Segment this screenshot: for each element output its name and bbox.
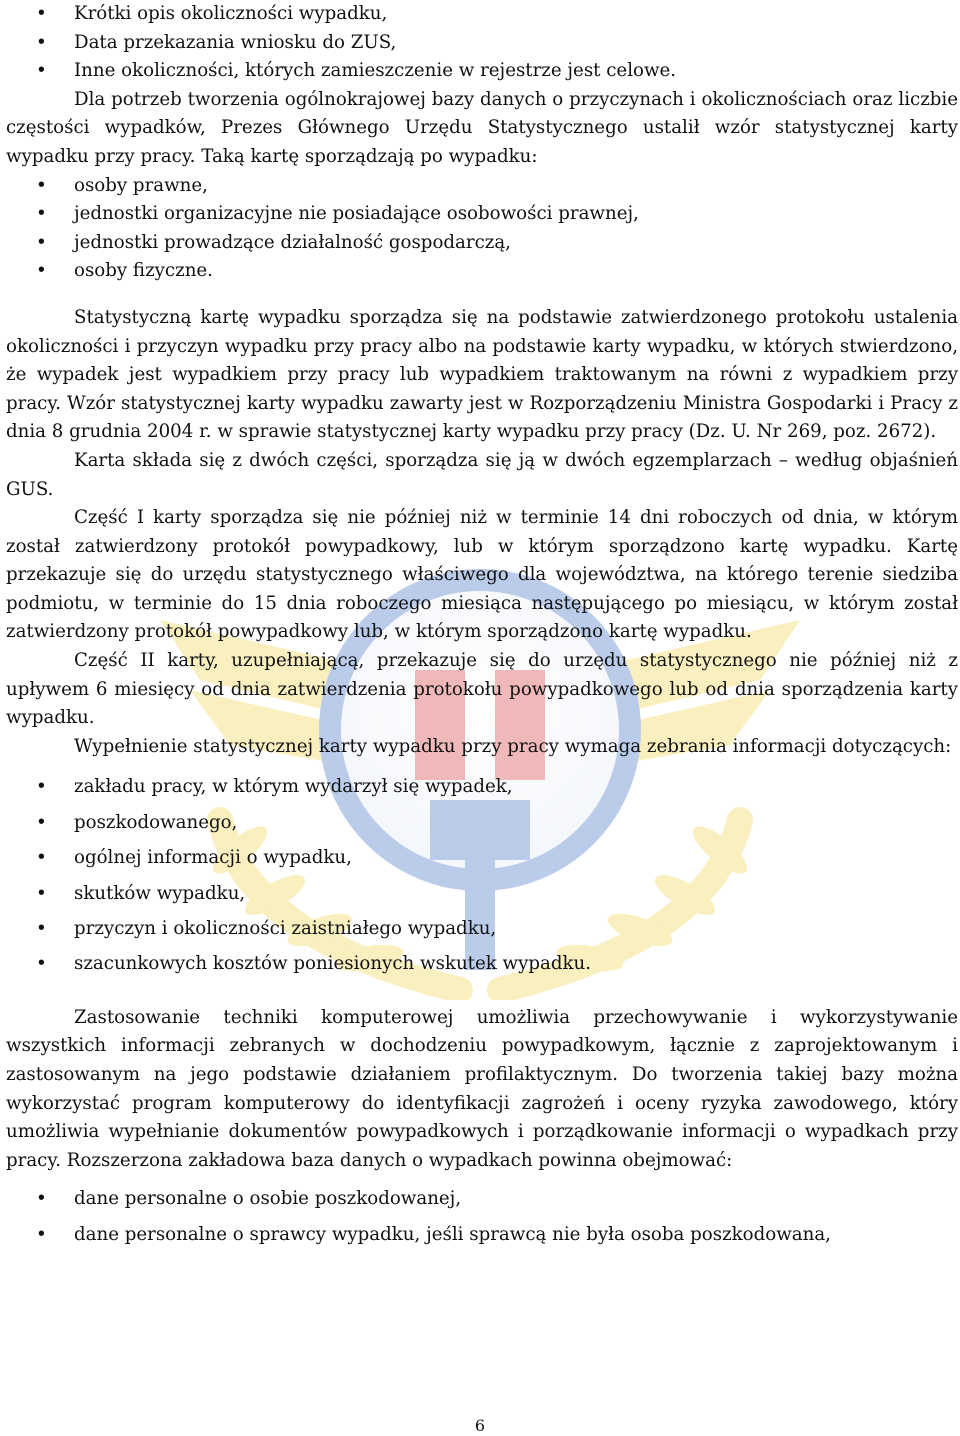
list-item: • Data przekazania wniosku do ZUS, [6,29,958,58]
list-item: • osoby prawne, [6,172,958,201]
paragraph-part-two: Część II karty, uzupełniającą, przekazuje się do urzędu statystycznego nie później niż z upływem 6 miesięcy od dnia zatwierdzenia protokołu powypadkowego lub od dnia sporządzenia karty wypadku. [6,650,958,729]
list-item: • jednostki organizacyjne nie posiadające osobowości prawnej, [6,200,958,229]
paragraph-fill-requirements: Wypełnienie statystycznej karty wypadku przy pracy wymaga zebrania informacji dotyczących: [74,735,952,757]
list-item: • osoby fizyczne. [6,257,958,286]
paragraph-computer-database: Zastosowanie techniki komputerowej umożliwia przechowywanie i wykorzystywanie wszystkich informacji zebranych w dochodzeniu powypadkowym, łącznie z zaprojektowanym i zastosowanym na jego podstawie działaniem profilaktycznym. Do tworzenia takiej bazy można wykorzystać program komputerowy do identyfikacji zagrożeń i oceny ryzyka zawodowego, który umożliwia wypełnianie dokumentów powypadkowych i porządkowanie informacji o wypadkach przy pracy. Rozszerzona zakładowa baza danych o wypadkach powinna obejmować: [6,1006,958,1171]
list-item: • szacunkowych kosztów poniesionych wskutek wypadku. [6,946,958,981]
list-item: • skutków wypadku, [6,876,958,911]
paragraph-statistical-card: Statystyczną kartę wypadku sporządza się na podstawie zatwierdzonego protokołu ustalenia okoliczności i przyczyn wypadku przy pracy albo na podstawie karty wypadku, w których stwierdzono, że wypadek jest wypadkiem przy pracy lub wypadkiem traktowanym na równi z wypadkiem przy pracy. Wzór statystycznej karty wypadku zawarty jest w Rozporządzeniu Ministra Gospodarki i Pracy z dnia 8 grudnia 2004 r. w sprawie statystycznej karty wypadku przy pracy (Dz. U. Nr 269, poz. 2672). [6,306,958,443]
list-item: • Inne okoliczności, których zamieszczenie w rejestrze jest celowe. [6,57,958,86]
list-item: • dane personalne o sprawcy wypadku, jeśli sprawcą nie była osoba poszkodowana, [6,1217,958,1252]
page-number: 6 [474,1416,486,1435]
list-item: • dane personalne o osobie poszkodowanej, [6,1181,958,1216]
list-item: • jednostki prowadzące działalność gospodarczą, [6,229,958,258]
list-item: • Krótki opis okoliczności wypadku, [6,0,958,29]
paragraph-two-parts: Karta składa się z dwóch części, sporządza się ją w dwóch egzemplarzach – według objaśnień GUS. [6,449,958,500]
list-info-required [6,769,958,981]
paragraph-part-one: Część I karty sporządza się nie później niż w terminie 14 dni roboczych od dnia, w którym został zatwierdzony protokół powypadkowy, lub w którym sporządzono kartę wypadku. Kartę przekazuje się do urzędu statystycznego właściwego dla województwa, na którego terenie siedziba podmiotu, w terminie do 15 dnia roboczego miesiąca następującego po miesiącu, w którym został zatwierdzony protokół powypadkowy lub, w którym sporządzono kartę wypadku. [6,507,958,643]
paragraph-gus-card: Dla potrzeb tworzenia ogólnokrajowej bazy danych o przyczynach i okolicznościach oraz liczbie częstości wypadków, Prezes Głównego Urzędu Statystycznego ustalił wzór statystycznej karty wypadku przy pracy. Taką kartę sporządzają po wypadku: [6,88,958,167]
list-item: • ogólnej informacji o wypadku, [6,840,958,875]
list-item: • przyczyn i okoliczności zaistniałego wypadku, [6,911,958,946]
list-item: • zakładu pracy, w którym wydarzył się wypadek, [6,769,958,804]
list-entities [6,172,958,286]
list-accident-record [6,0,958,86]
list-database-contents [6,1181,958,1252]
list-item: • poszkodowanego, [6,805,958,840]
